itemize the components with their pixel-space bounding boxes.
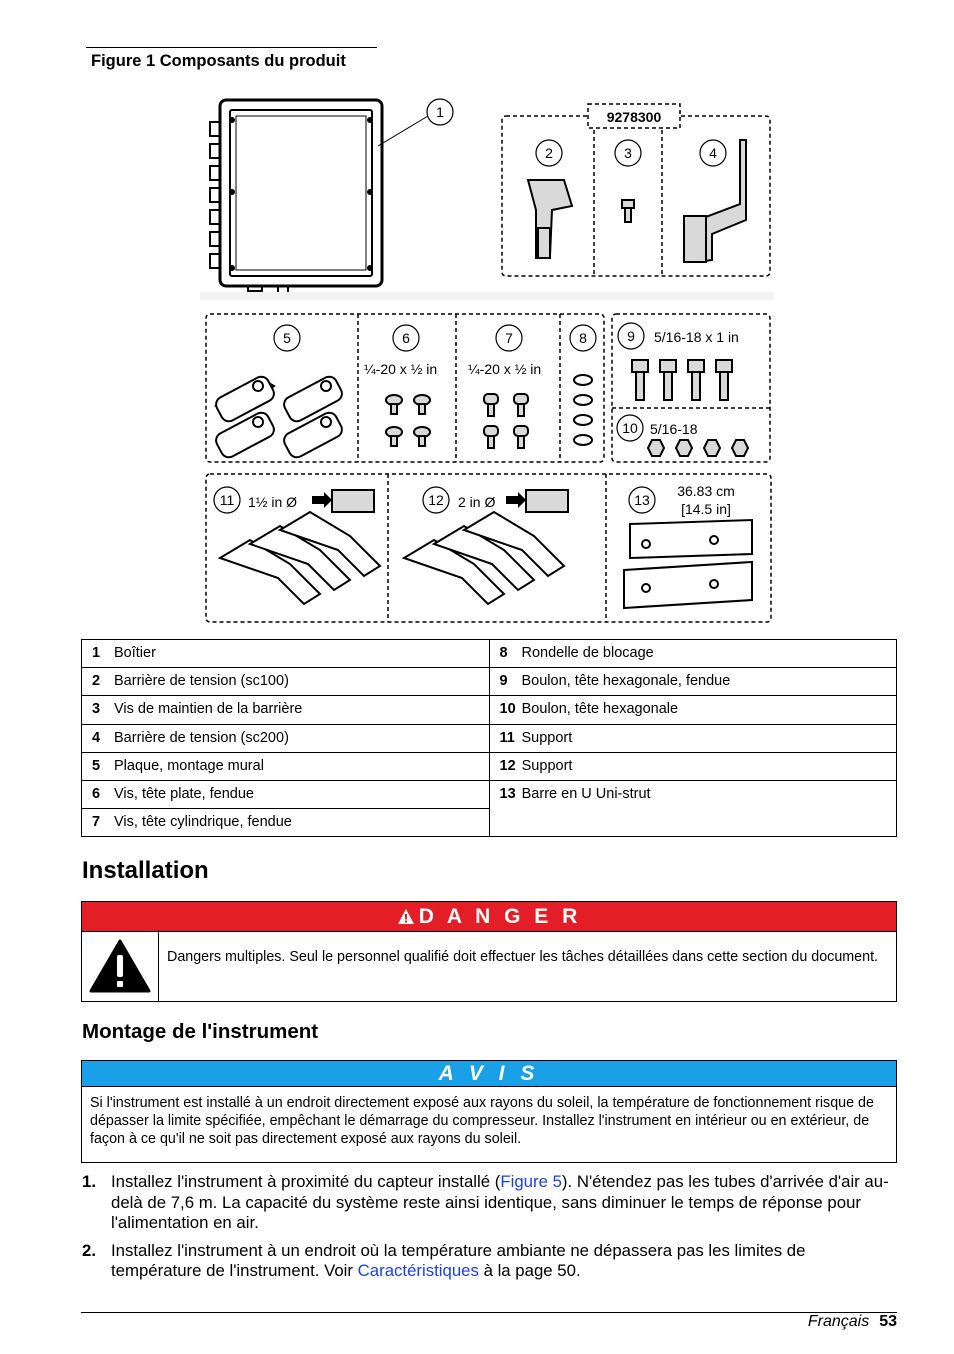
- part-description: Barrière de tension (sc100): [114, 673, 289, 690]
- label-item7: ¼-20 x ½ in: [468, 361, 542, 377]
- step-text: ). N'étendez pas les tubes d'arrivée d'air au-delà de 7,6 m. La capacité du système reste ainsi identique, sans diminuer le temps de réponse pour l'alimentation en air.: [111, 1172, 889, 1232]
- callout-10: 10: [622, 420, 638, 436]
- step-text: à la page 50.: [478, 1261, 581, 1280]
- table-cell: [82, 724, 490, 752]
- table-cell: [489, 780, 897, 836]
- part-number: 4: [92, 729, 101, 746]
- figure-title: Figure 1 Composants du produit: [91, 52, 346, 70]
- part-number: 8: [499, 645, 508, 661]
- callout-4: 4: [709, 145, 717, 161]
- danger-label: D A N G E R: [418, 904, 582, 928]
- table-row: [82, 724, 897, 752]
- callout-2: 2: [545, 145, 553, 161]
- table-cell: [82, 752, 490, 780]
- label-item13-line2: [14.5 in]: [681, 501, 731, 517]
- callout-3: 3: [624, 145, 632, 161]
- specifications-link[interactable]: Caractéristiques: [357, 1261, 479, 1280]
- callout-5: 5: [283, 330, 291, 346]
- part-number: 1: [92, 645, 101, 661]
- part-number: 7: [92, 814, 101, 831]
- footer-language: Français: [807, 1313, 870, 1330]
- table-cell: [82, 696, 490, 724]
- part-description: Support: [521, 729, 573, 746]
- figure-5-link[interactable]: Figure 5: [500, 1172, 562, 1191]
- step-number: 1.: [82, 1172, 96, 1191]
- footer-rule: [81, 1312, 897, 1313]
- table-cell: [489, 640, 897, 668]
- figure-rule: [86, 47, 377, 48]
- table-cell: [82, 640, 490, 668]
- callout-11: 11: [219, 492, 235, 508]
- notice-header: [81, 1060, 897, 1087]
- table-row: [82, 752, 897, 780]
- part-number: 11: [499, 729, 515, 746]
- step-text: Installez l'instrument à un endroit où la température ambiante ne dépassera pas les limites de température de l'instrument. Voir: [111, 1240, 806, 1280]
- part-description: Support: [521, 757, 573, 774]
- callout-12: 12: [428, 492, 444, 508]
- part-number: 6: [92, 785, 101, 802]
- part-description: Rondelle de blocage: [521, 645, 654, 661]
- table-cell: [489, 696, 897, 724]
- label-item10: 5/16-18: [650, 421, 698, 437]
- step-number: 2.: [82, 1240, 96, 1260]
- danger-icon-cell: [82, 930, 159, 1001]
- warning-triangle-icon: [89, 939, 151, 993]
- enclosure-illustration: [210, 100, 428, 296]
- part-description: Boîtier: [114, 645, 156, 661]
- part-description: Vis, tête cylindrique, fendue: [114, 814, 292, 831]
- notice-label: A V I S: [438, 1061, 540, 1085]
- part-description: Plaque, montage mural: [114, 757, 264, 774]
- part-number: 3: [92, 701, 101, 718]
- part-number: 2: [92, 673, 101, 690]
- danger-header: [81, 901, 897, 932]
- table-cell: [82, 780, 490, 808]
- subsection-heading: Montage de l'instrument: [82, 1020, 319, 1043]
- part-description: Boulon, tête hexagonale: [521, 701, 679, 718]
- page-number: 53: [879, 1313, 897, 1330]
- label-item13-line1: 36.83 cm: [677, 483, 735, 499]
- callout-7: 7: [505, 330, 513, 346]
- part-number: 9: [499, 673, 508, 690]
- label-item11: 1½ in Ø: [248, 494, 298, 510]
- table-row: [82, 696, 897, 724]
- callout-9: 9: [627, 328, 635, 344]
- table-cell: [82, 809, 490, 837]
- parts-table: [81, 639, 897, 837]
- part-number: 5: [92, 757, 101, 774]
- part-description: Vis de maintien de la barrière: [114, 701, 303, 718]
- part-description: Boulon, tête hexagonale, fendue: [521, 673, 731, 690]
- footer: [808, 1313, 897, 1331]
- table-cell: [489, 668, 897, 696]
- table-cell: [489, 752, 897, 780]
- callout-13: 13: [634, 492, 650, 508]
- callout-6: 6: [402, 330, 410, 346]
- label-item6: ¼-20 x ½ in: [364, 361, 438, 377]
- table-row: [82, 640, 897, 668]
- arrow-icon: [312, 492, 332, 508]
- table-cell: [489, 724, 897, 752]
- part-number: 10: [499, 701, 516, 718]
- part-description: Vis, tête plate, fendue: [114, 785, 255, 802]
- callout-1: 1: [436, 104, 444, 120]
- part-number: 13: [499, 785, 516, 802]
- step-text: Installez l'instrument à proximité du capteur installé (: [111, 1172, 501, 1191]
- arrow-icon: [506, 492, 526, 508]
- danger-text: Dangers multiples. Seul le personnel qualifié doit effectuer les tâches détaillées dans cette section du document.: [167, 949, 879, 965]
- part-description: Barre en U Uni-strut: [521, 785, 651, 802]
- section-heading: Installation: [82, 857, 209, 884]
- step-item: [82, 1241, 897, 1282]
- kit-number: 9278300: [606, 109, 662, 125]
- danger-body: [81, 930, 897, 1002]
- product-components-figure: [200, 88, 780, 628]
- warning-triangle-icon: [397, 908, 415, 925]
- callout-8: 8: [579, 330, 587, 346]
- part-description: Barrière de tension (sc200): [114, 729, 289, 746]
- label-item12: 2 in Ø: [458, 494, 496, 510]
- label-item9: 5/16-18 x 1 in: [654, 329, 739, 345]
- part-number: 12: [499, 757, 516, 774]
- step-item: [82, 1172, 897, 1234]
- table-row: [82, 780, 897, 808]
- installation-steps: [82, 1172, 897, 1289]
- notice-text: Si l'instrument est installé à un endroit directement exposé aux rayons du soleil, la température de fonctionnement risque de dépasser la limite spécifiée, empêchant le démarrage du compresseur. Installez l'instrument en intérieur ou en extérieur, de façon à ce qu'il ne soit pas directement exposé aux rayons du soleil.: [81, 1086, 897, 1163]
- table-row: [82, 668, 897, 696]
- table-cell: [82, 668, 490, 696]
